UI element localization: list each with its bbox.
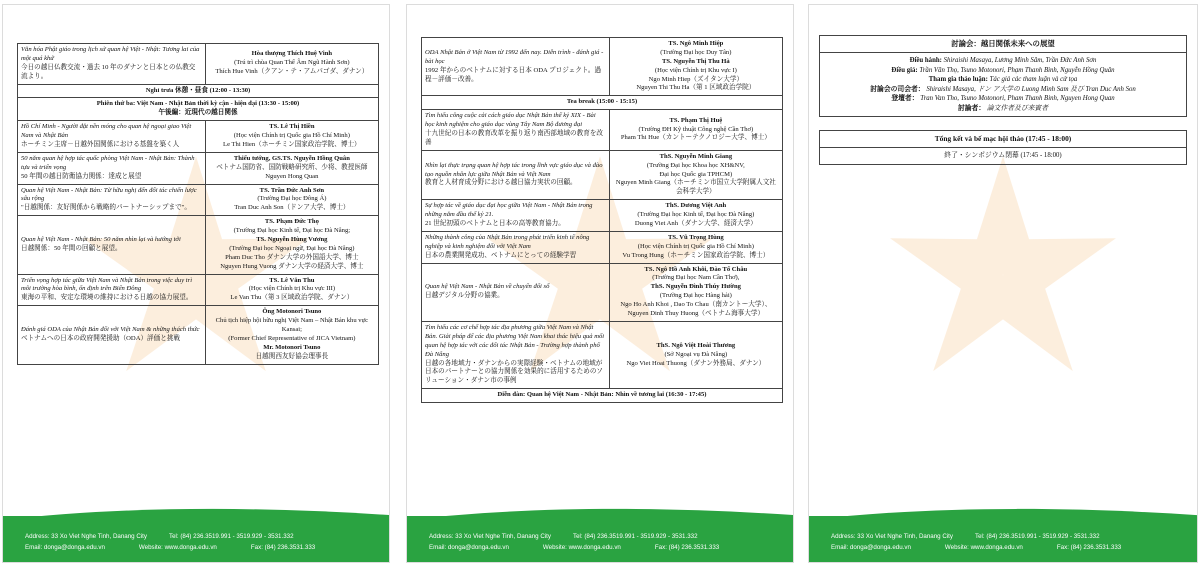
- program-row: [18, 184, 379, 216]
- footer-tel: Tel: (84) 236.3519.991 - 3519.929 - 3531.332: [169, 533, 294, 540]
- footer-website: Website: www.donga.edu.vn: [542, 544, 621, 551]
- speaker-line: Ngo Minh Hiep（ズイタン大学）: [648, 75, 744, 83]
- speaker-line: (Trường Đại học Nam Cần Thơ),: [652, 274, 740, 282]
- speaker-line: Thích Hue Vinh（クアン・テ・アムパゴダ、ダナン）: [215, 68, 369, 76]
- speaker-line: Pham Duc Tho ダナン大学の外国語大学、博士: [225, 253, 359, 261]
- speaker-line: TS. Nguyễn Thị Thu Hà: [661, 57, 730, 65]
- forum-detail-value: 論文作者及び来賓者: [986, 104, 1049, 112]
- speaker-cell: [609, 263, 782, 321]
- speaker-line: (Trường Đại học Kinh tế, Đại học Đà Nẵng): [637, 211, 755, 219]
- paper-title-cell: [18, 184, 206, 216]
- speaker-line: (Trường ĐH Kỹ thuật Công nghệ Cần Thơ): [638, 125, 754, 133]
- speaker-cell: [609, 38, 782, 96]
- footer-website: Website: www.donga.edu.vn: [138, 544, 217, 551]
- forum-detail-value: Trần Văn Thọ, Tsuno Motonori, Phạm Thanh Bình, Nguyễn Hồng Quân: [919, 66, 1115, 74]
- paper-title: Những thành công của Nhật Bản trong phát triển kinh tế nông nghiệp và kinh nghiệm đối với Việt Nam: [425, 233, 590, 250]
- footer-wave-icon: [809, 506, 1198, 520]
- speaker-line: (Trường Đại học Hàng hải): [659, 292, 732, 300]
- speaker-line: (Học viện Chính trị Quốc gia Hồ Chí Minh): [233, 132, 350, 140]
- program-row: [18, 152, 379, 184]
- footer-tel: Tel: (84) 236.3519.991 - 3519.929 - 3531.332: [573, 533, 698, 540]
- session-header: [422, 389, 783, 403]
- paper-title-jp: 21 世紀初頭のベトナムと日本の高等教育協力。: [425, 220, 565, 228]
- paper-title: Tìm hiểu các cơ chế hợp tác địa phương giữa Việt Nam và Nhật Bản. Giải pháp để các địa phương Việt Nam khai thác hiệu quả mối quan hệ hợp tác với các đối tác Nhật Bản - Trường hợp thành phố Đà Nẵng: [425, 323, 605, 358]
- speaker-line: Duong Viet Anh（ダナン大学、経済大学）: [634, 220, 757, 228]
- forum-detail-line: [823, 94, 1183, 104]
- paper-title-jp: 1992 年からのベトナムに対する日本 ODA プロジェクト。過程－評価－改善。: [425, 66, 602, 83]
- forum-detail-value: Shiraishi Masaya, ドン ア大学の Luong Minh Sam 及び Tran Duc Anh Son: [926, 85, 1136, 93]
- forum-detail-label: 登壇者：: [891, 95, 919, 103]
- paper-title-jp: ホーチミン主席－日越外国関係における基盤を築く人: [21, 141, 180, 149]
- forum-details: [820, 53, 1186, 116]
- program-row: [422, 150, 783, 199]
- program-row: [422, 389, 783, 403]
- speaker-line: Tran Duc Anh Son（ドンア大学、博士）: [234, 204, 350, 212]
- speaker-cell: [609, 150, 782, 199]
- speaker-line: Hòa thượng Thích Huệ Vinh: [251, 50, 333, 58]
- paper-title: Nhìn lại thực trạng quan hệ hợp tác trong lĩnh vực giáo dục và đào tạo nguồn nhân lực giữa Nhật Bản và Việt Nam: [425, 161, 603, 178]
- closing-title: Tổng kết và bế mạc hội thảo (17:45 - 18:00): [820, 131, 1186, 148]
- speaker-cell: [609, 110, 782, 151]
- speaker-line: TS. Ngô Hồ Anh Khôi, Đào Tố Châu: [644, 265, 748, 273]
- speaker-line: Mr. Motonori Tsuno: [263, 343, 321, 351]
- session-header: [18, 98, 379, 121]
- document-page-1: [2, 4, 390, 563]
- speaker-line: ThS. Nguyễn Minh Giang: [659, 152, 733, 160]
- forum-detail-value: Tác giả các tham luận và cử tọa: [989, 76, 1078, 84]
- program-row: [422, 263, 783, 321]
- footer-wave-icon: [3, 506, 390, 520]
- speaker-line: (Học viện Chính trị Khu vực III): [248, 285, 336, 293]
- forum-detail-label: 討論者：: [957, 104, 986, 112]
- program-row: [18, 274, 379, 306]
- paper-title: Tìm hiểu công cuộc cải cách giáo dục Nhật Bản thế kỷ XIX - Bài học kinh nghiệm cho giáo dục vùng Tây Nam Bộ đương đại: [425, 112, 596, 129]
- footer-address: Address: 33 Xo Viet Nghe Tinh, Danang City: [831, 533, 953, 540]
- footer-address: Address: 33 Xo Viet Nghe Tinh, Danang City: [429, 533, 551, 540]
- page-footer: [407, 516, 793, 562]
- footer-address: Address: 33 Xo Viet Nghe Tinh, Danang City: [25, 533, 147, 540]
- flower-watermark-icon: [878, 150, 1128, 400]
- paper-title-jp: 50 年間の越日防衛協力関係：達成と展望: [21, 172, 142, 180]
- speaker-cell: [205, 184, 378, 216]
- speaker-line: Nguyen Hung Vuong ダナン大学の経済大学、博士: [220, 262, 364, 270]
- speaker-line: Ông Motonori Tsuno: [262, 308, 322, 316]
- paper-title: Quan hệ Việt Nam - Nhật Bản về chuyển đổi số: [425, 283, 550, 291]
- speaker-line: Le Thi Hien（ホーチミン国家政治学院、博士）: [223, 141, 361, 149]
- paper-title-jp: 日越関係：50 年間の回顧と展望。: [21, 244, 122, 252]
- speaker-line: Le Van Thu（第 3 区域政治学院、ダナン）: [230, 294, 354, 302]
- paper-title-cell: [422, 38, 610, 96]
- paper-title-jp: 今日の越日仏教交流・過去 10 年のダナンと日本との仏教交流より。: [21, 63, 196, 80]
- session-header-line: Nghỉ trưa 休憩・昼食 (12:00 - 13:30): [145, 86, 251, 94]
- speaker-line: (Trường Đại học Duy Tân): [660, 48, 732, 56]
- speaker-line: TS. Vũ Trọng Hùng: [668, 233, 724, 241]
- speaker-line: TS. Lê Văn Thu: [269, 276, 315, 284]
- program-row: [18, 306, 379, 364]
- document-page-2: [406, 4, 794, 563]
- paper-title: Đánh giá ODA của Nhật Bản đối với Việt Nam & những thách thức: [21, 326, 200, 334]
- program-row: [18, 44, 379, 85]
- session-header: [422, 96, 783, 110]
- program-row: [422, 110, 783, 151]
- speaker-line: Pham Thi Hue（カントーテクノロジー大学、博士）: [620, 134, 771, 142]
- speaker-line: Chủ tịch hiệp hội hữu nghị Việt Nam – Nhật Bản khu vực Kansai;: [215, 317, 369, 334]
- speaker-line: ThS. Dương Việt Anh: [665, 202, 727, 210]
- footer-tel: Tel: (84) 236.3519.991 - 3519.929 - 3531.332: [975, 533, 1100, 540]
- forum-detail-line: [823, 66, 1183, 76]
- document-page-3: [808, 4, 1198, 563]
- speaker-line: TS. Ngô Minh Hiệp: [668, 40, 724, 47]
- session-header: [18, 84, 379, 98]
- session-header-line: Phiên thứ ba: Việt Nam - Nhật Bản thời kỳ cận - hiện đại (13:30 - 15:00): [96, 100, 300, 108]
- program-row: [18, 84, 379, 98]
- speaker-cell: [609, 200, 782, 232]
- program-row: [18, 216, 379, 274]
- paper-title-cell: [18, 274, 206, 306]
- page-footer: [809, 516, 1197, 562]
- forum-box: [819, 35, 1187, 117]
- speaker-line: (Học viện Chính trị Khu vực I): [654, 66, 737, 74]
- speaker-cell: [205, 152, 378, 184]
- program-row: [422, 231, 783, 263]
- speaker-line: TS. Trần Đức Anh Sơn: [259, 186, 325, 194]
- forum-detail-label: Điều hành:: [909, 57, 942, 65]
- paper-title-cell: [18, 152, 206, 184]
- paper-title: Sự hợp tác về giáo dục đại học giữa Việt Nam - Nhật Bản trong những năm đầu thế kỷ 21.: [425, 202, 593, 219]
- footer-wave-icon: [407, 506, 794, 520]
- forum-title: 討論会：越日関係未来への展望: [820, 36, 1186, 53]
- closing-box: [819, 130, 1187, 165]
- closing-jp: 終了・シンポジウム閉幕 (17:45 - 18:00): [944, 152, 1062, 160]
- speaker-line: TS. Nguyễn Hùng Vương: [256, 236, 328, 244]
- speaker-line: ベトナム国防省、国防戦略研究所、少将、教授医師: [216, 163, 368, 171]
- speaker-line: (Trú trì chùa Quan Thế Âm Ngũ Hành Sơn): [234, 59, 350, 67]
- speaker-line: Đại học Quốc gia TPHCM): [659, 170, 733, 178]
- forum-detail-line: [823, 75, 1183, 85]
- speaker-cell: [205, 274, 378, 306]
- footer-fax: Fax: (84) 236.3531.333: [1056, 544, 1122, 551]
- speaker-line: (Trường Đại học Kinh tế, Đại học Đà Nẵng;: [233, 227, 351, 235]
- paper-title-cell: [422, 263, 610, 321]
- speaker-line: (Sở Ngoại vụ Đà Nẵng): [664, 350, 728, 358]
- speaker-line: TS. Phạm Thị Huệ: [669, 116, 723, 124]
- speaker-line: TS. Lê Thị Hiền: [269, 123, 315, 131]
- paper-title-cell: [18, 121, 206, 153]
- paper-title: 50 năm quan hệ hợp tác quốc phòng Việt Nam - Nhật Bản: Thành tựu và triển vọng: [21, 154, 195, 171]
- paper-title-jp: 日越デジタル分野の協業。: [425, 292, 504, 300]
- paper-title: Quan hệ Việt Nam - Nhật Bản: 50 năm nhìn lại và hướng tới: [21, 236, 181, 244]
- speaker-line: (Trường Đại học Đông Á): [257, 195, 327, 203]
- forum-detail-line: [823, 85, 1183, 95]
- footer-email: Email: donga@donga.edu.vn: [429, 544, 509, 551]
- paper-title: Văn hóa Phật giáo trong lịch sử quan hệ Việt - Nhật: Tương lai của một quá khứ: [21, 46, 200, 62]
- speaker-cell: [205, 306, 378, 364]
- paper-title-jp: ベトナムへの日本の政府開発援助（ODA）評価と挑戦: [21, 334, 181, 342]
- paper-title-cell: [422, 200, 610, 232]
- forum-detail-line: [823, 56, 1183, 66]
- speaker-line: (Former Chief Representative of JICA Vietnam): [228, 334, 356, 342]
- speaker-line: (Học viện Chính trị Quốc gia Hồ Chí Minh): [637, 242, 754, 250]
- paper-title: Triển vọng hợp tác giữa Việt Nam và Nhật Bản trong việc duy trì môi trường hòa bình, ổn định trên Biển Đông: [21, 276, 193, 293]
- speaker-line: TS. Phạm Đức Thọ: [264, 218, 319, 226]
- speaker-line: Nguyen Thi Thu Ha（第 1 区域政治学院）: [636, 84, 756, 92]
- paper-title: Quan hệ Việt Nam - Nhật Bản: Từ hữu nghị đến đối tác chiến lược sâu rộng: [21, 186, 197, 203]
- program-row: [422, 321, 783, 388]
- footer-email: Email: donga@donga.edu.vn: [831, 544, 911, 551]
- paper-title-cell: [18, 44, 206, 85]
- forum-detail-value: Shiraishi Masaya, Lương Minh Sâm, Trần Đức Anh Sơn: [943, 57, 1097, 65]
- forum-detail-label: 討論会の司会者：: [870, 85, 925, 93]
- paper-title-jp: 十九世紀の日本の教育改革を振り返り南西部地域の教育を改善: [425, 130, 604, 146]
- paper-title-jp: 日本の農業開発成功、ベトナムにとっての経験学習: [425, 251, 577, 259]
- paper-title-jp: 日越の各地域力・ダナンからの実際経験・ベトナムの地域が日本のパートナーとの協力関係を効果的に活用するためのソリューション・ダナン市の事例: [425, 359, 603, 385]
- speaker-cell: [205, 44, 378, 85]
- speaker-line: 日越関西友好協会理事長: [255, 352, 329, 360]
- footer-fax: Fax: (84) 236.3531.333: [654, 544, 720, 551]
- speaker-line: Vu Trong Hung（ホーチミン国家政治学院、博士）: [622, 251, 770, 259]
- speaker-cell: [205, 121, 378, 153]
- session-header-line: Diễn đàn: Quan hệ Việt Nam - Nhật Bản: Nhìn về tương lai (16:30 - 17:45): [497, 391, 707, 399]
- paper-title-jp: 東海の平和、安定な環境の維持における日越の協力展望。: [21, 294, 193, 302]
- paper-title: Hồ Chí Minh - Người đặt nền móng cho quan hệ ngoại giao Việt Nam và Nhật Bản: [21, 123, 192, 140]
- program-table-page-1: [17, 43, 379, 365]
- program-row: [18, 121, 379, 153]
- speaker-line: Ngo Ho Anh Khoi , Dao To Chau（南カントー大学）、Nguyen Dinh Thuy Huong（ベトナム海事大学）: [620, 301, 772, 318]
- speaker-cell: [205, 216, 378, 274]
- session-header-line: 午後編：近現代の越日関係: [158, 109, 238, 117]
- paper-title-jp: "日越関係：友好関係から戦略的パートナーシップまで"。: [21, 204, 191, 212]
- speaker-line: Nguyen Minh Giang（ホーチミン市国立大学附属人文社会科学大学）: [615, 179, 776, 196]
- program-row: [422, 96, 783, 110]
- program-row: [18, 98, 379, 121]
- paper-title-cell: [422, 321, 610, 388]
- paper-title-cell: [422, 110, 610, 151]
- footer-website: Website: www.donga.edu.vn: [944, 544, 1023, 551]
- page-footer: [3, 516, 389, 562]
- paper-title-cell: [422, 150, 610, 199]
- program-row: [422, 38, 783, 96]
- speaker-line: ThS. Ngô Việt Hoài Thương: [656, 341, 736, 349]
- speaker-line: ThS. Nguyễn Đình Thúy Hường: [650, 283, 741, 291]
- speaker-line: Ngo Viet Hoai Thuong（ダナン外務局、ダナン）: [626, 359, 766, 367]
- speaker-cell: [609, 321, 782, 388]
- forum-detail-label: Điều giả:: [891, 66, 918, 74]
- speaker-line: Thiếu tướng, GS.TS. Nguyễn Hồng Quân: [233, 154, 350, 162]
- forum-detail-line: [823, 104, 1183, 114]
- footer-fax: Fax: (84) 236.3531.333: [250, 544, 316, 551]
- program-row: [422, 200, 783, 232]
- program-table-page-2: [421, 37, 783, 403]
- speaker-line: (Trường Đại học Ngoại ngữ, Đại học Đà Nẵng): [229, 244, 355, 252]
- speaker-line: (Trường Đại học Khoa học XH&NV,: [646, 161, 745, 169]
- session-header-line: Tea break (15:00 - 15:15): [566, 98, 638, 106]
- speaker-cell: [609, 231, 782, 263]
- paper-title-cell: [18, 216, 206, 274]
- speaker-line: Nguyen Hong Quan: [265, 172, 319, 180]
- paper-title: ODA Nhật Bản ở Việt Nam từ 1992 đến nay. Diễn trình - đánh giá - bài học: [425, 48, 604, 65]
- forum-detail-value: Tran Van Tho, Tsuno Motonori, Pham Thanh Binh, Nguyen Hong Quan: [920, 95, 1115, 103]
- forum-detail-label: Tham gia thảo luận:: [928, 76, 988, 84]
- footer-email: Email: donga@donga.edu.vn: [25, 544, 105, 551]
- paper-title-cell: [18, 306, 206, 364]
- paper-title-cell: [422, 231, 610, 263]
- paper-title-jp: 教育と人材育成分野における越日協力実状の回顧。: [425, 179, 577, 187]
